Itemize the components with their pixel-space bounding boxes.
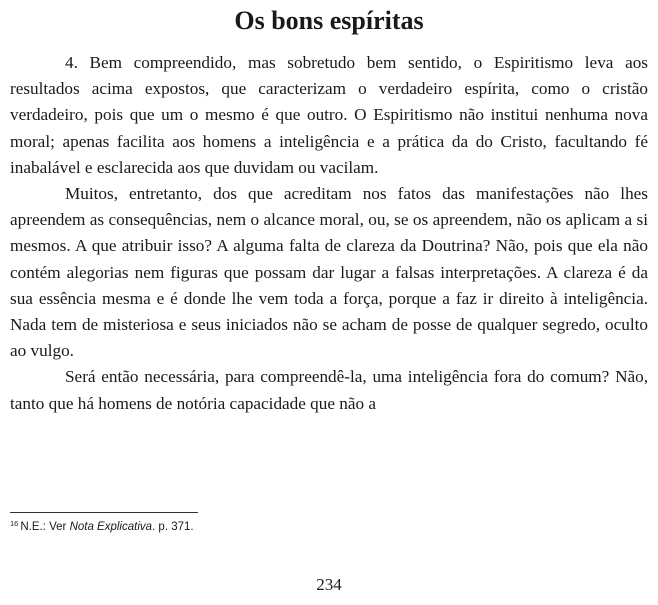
paragraph-1: 4. Bem compreendido, mas sobretudo bem sentido, o Espiritismo leva aos resultados acima expostos, que caracterizam o verdadeiro espírita, como o cristão verdadeiro, pois que um o mesmo é que outro. O Espiritismo não institui nenhuma nova moral; apenas facilita aos homens a inteligência e a prática da do Cristo, facultando fé inabalável e esclarecida aos que duvidam ou vacilam. bbox=[10, 53, 648, 177]
footnote-reference-title: Nota Explicativa bbox=[69, 521, 153, 533]
page-number: 234 bbox=[316, 575, 342, 594]
footnote-prefix: N.E.: Ver bbox=[20, 521, 70, 533]
footnote-divider bbox=[10, 512, 198, 513]
paragraph-3: Será então necessária, para compreendê-la, uma inteligência fora do comum? Não, tanto que há homens de notória capacidade que não a bbox=[10, 367, 648, 413]
footnote-suffix: . p. 371. bbox=[152, 521, 194, 533]
paragraph-2: Muitos, entretanto, dos que acreditam nos fatos das manifestações não lhes apreendem as consequências, nem o alcance moral, ou, se os apreendem, não os aplicam a si mesmos. A que atribuir isso? A alguma falta de clareza da Doutrina? Não, pois que ela não contém alegorias nem figuras que possam dar lugar a falsas interpretações. A clareza é da sua essência mesma e é donde lhe vem toda a força, porque a faz ir direito à inteligência. Nada tem de misteriosa e seus iniciados não se acham de posse de qualquer segredo, oculto ao vulgo. bbox=[10, 184, 648, 361]
body-text bbox=[10, 50, 648, 417]
footnote bbox=[10, 516, 194, 535]
footnote-number: 16 bbox=[10, 519, 19, 528]
page-title: Os bons espíritas bbox=[234, 6, 424, 35]
